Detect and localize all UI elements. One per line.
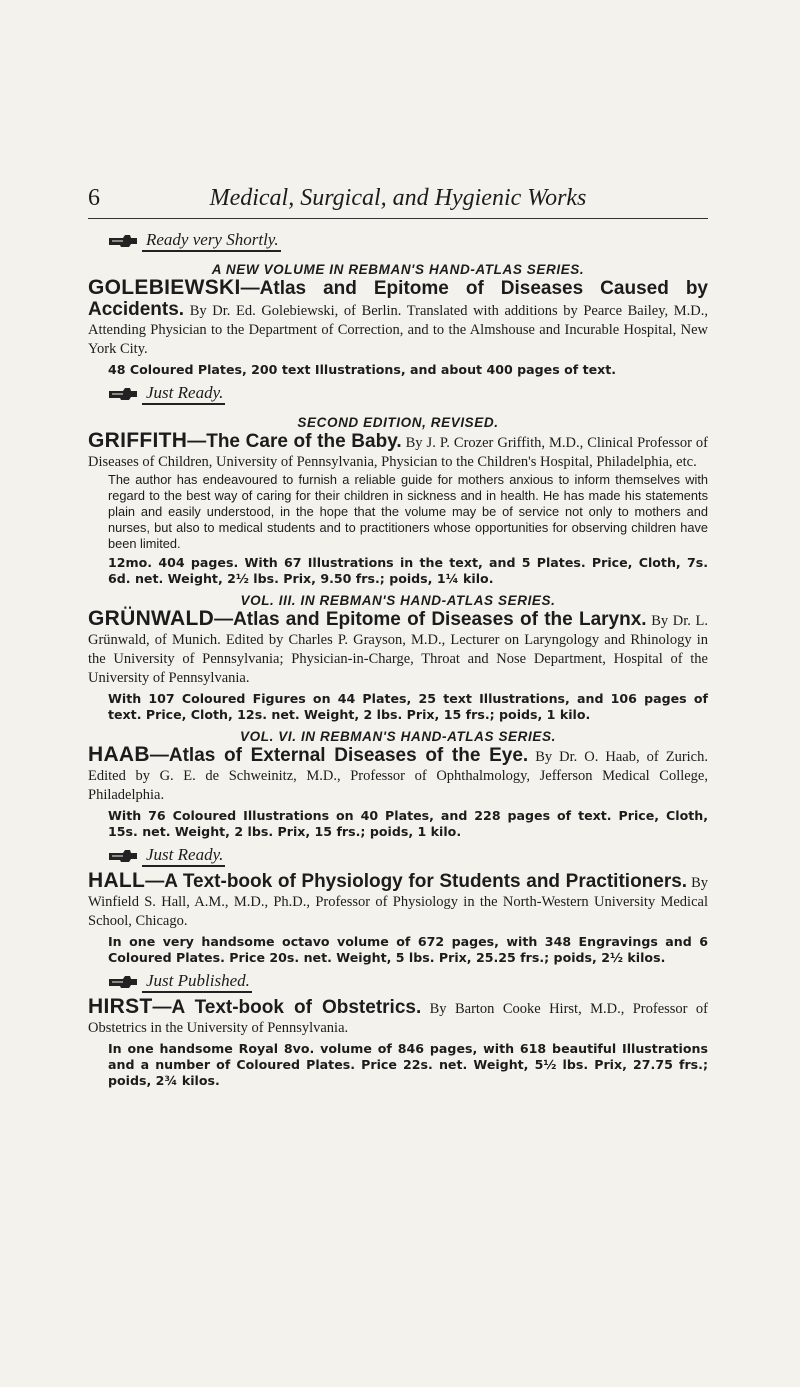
- pointing-hand-icon: [108, 387, 138, 401]
- pointing-hand-icon: [108, 849, 138, 863]
- catalogue-entry: [88, 383, 708, 587]
- pointing-hand-icon: [108, 975, 138, 989]
- entry-byline: By J. P. Crozer Griffith, M.D., Clinical Professor of Diseases of Children, University of Pennsylvania, Physician to the Children's Hospital, Philadelphia, etc.: [88, 435, 708, 470]
- entry-author: GRÜNWALD: [88, 607, 215, 630]
- entry-title: Atlas of External Diseases of the Eye.: [168, 745, 529, 766]
- entry-details: In one very handsome octavo volume of 672 pages, with 348 Engravings and 6 Coloured Plates. Price 20s. net. Weight, 5 lbs. Prix, 25.25 frs.; poids, 2½ kilos.: [108, 934, 708, 965]
- entry-author: HAAB: [88, 743, 150, 766]
- pointing-hand-icon: [108, 234, 138, 248]
- entry-details: With 107 Coloured Figures on 44 Plates, 25 text Illustrations, and 106 pages of text. Price, Cloth, 12s. net. Weight, 2 lbs. Prix, 15 frs.; poids, 1 kilo.: [108, 691, 708, 722]
- running-head: [88, 185, 708, 219]
- series-heading: SECOND EDITION, REVISED.: [297, 415, 499, 430]
- notice-text: Ready very Shortly.: [142, 230, 281, 252]
- entry-heading: HAAB—Atlas of External Diseases of the Eye. By Dr. O. Haab, of Zurich. Edited by G. E. de Schweinitz, M.D., Professor of Ophthalmology, Jefferson Medical College, Philadelphia.: [88, 743, 708, 803]
- entry-byline: By Dr. O. Haab, of Zurich. Edited by G. E. de Schweinitz, M.D., Professor of Ophthalmology, Jefferson Medical College, Philadelphia.: [88, 749, 708, 803]
- entry-byline: By Dr. Ed. Golebiewski, of Berlin. Translated with additions by Pearce Bailey, M.D., Attending Physician to the Department of Correction, and to the Almshouse and Incurable Hospital, New York City.: [88, 303, 709, 357]
- entry-author: HALL: [88, 869, 146, 892]
- entry-title: The Care of the Baby.: [206, 431, 402, 452]
- series-heading: VOL. VI. IN REBMAN'S HAND-ATLAS SERIES.: [240, 729, 556, 744]
- series-heading: VOL. III. IN REBMAN'S HAND-ATLAS SERIES.: [240, 593, 556, 608]
- entry-title: Atlas and Epitome of Diseases of the Larynx.: [233, 609, 647, 630]
- notice-line: [108, 845, 708, 871]
- header-rule: [88, 218, 708, 219]
- notice-text: Just Ready.: [142, 845, 225, 867]
- entry-description: The author has endeavoured to furnish a reliable guide for mothers anxious to inform themselves with regard to the best way of caring for their children in sickness and in health. He has made his statements plain and easily understood, in the hope that the volume may be of service not only to mothers and nurses, but also to medical students and to practitioners whose opportunities for observing children have been limited.: [108, 472, 708, 551]
- entry-heading: HALL—A Text-book of Physiology for Students and Practitioners. By Winfield S. Hall, A.M., M.D., Ph.D., Professor of Physiology in the North-Western University Medical School, Chicago.: [88, 869, 708, 929]
- catalogue-entries: [88, 230, 708, 1094]
- catalogue-entry: [88, 593, 708, 723]
- catalogue-entry: [88, 845, 708, 966]
- entry-author: HIRST: [88, 995, 153, 1018]
- running-title: Medical, Surgical, and Hygienic Works: [209, 185, 587, 211]
- entry-details: In one handsome Royal 8vo. volume of 846 pages, with 618 beautiful Illustrations and a number of Coloured Plates. Price 22s. net. Weight, 5½ lbs. Prix, 27.75 frs.; poids, 2¾ kilos.: [108, 1041, 708, 1088]
- entry-heading: GRÜNWALD—Atlas and Epitome of Diseases of the Larynx. By Dr. L. Grünwald, of Munich. Edited by Charles P. Grayson, M.D., Lecturer on Laryngology and Rhinology in the University of Pennsylvania; Physician-in-Charge, Throat and Nose Department, Hospital of the University of Pennsylvania.: [88, 607, 709, 686]
- notice-line: [108, 383, 708, 409]
- notice-line: [108, 230, 708, 256]
- notice-text: Just Published.: [142, 971, 252, 993]
- catalogue-entry: [88, 729, 708, 840]
- catalogue-entry: [88, 971, 708, 1089]
- catalogue-entry: [88, 230, 708, 378]
- entry-byline: By Dr. L. Grünwald, of Munich. Edited by Charles P. Grayson, M.D., Lecturer on Laryngology and Rhinology in the University of Pennsylvania; Physician-in-Charge, Throat and Nose Department, Hospital of the University of Pennsylvania.: [88, 613, 709, 686]
- entry-byline: By Winfield S. Hall, A.M., M.D., Ph.D., Professor of Physiology in the North-Western University Medical School, Chicago.: [88, 875, 708, 929]
- entry-details: 12mo. 404 pages. With 67 Illustrations in the text, and 5 Plates. Price, Cloth, 7s. 6d. net. Weight, 2½ lbs. Prix, 9.50 frs.; poids, 1¼ kilo.: [108, 555, 708, 586]
- entry-byline: By Barton Cooke Hirst, M.D., Professor of Obstetrics in the University of Pennsylvania.: [88, 1001, 708, 1036]
- entry-heading: HIRST—A Text-book of Obstetrics. By Barton Cooke Hirst, M.D., Professor of Obstetrics in the University of Pennsylvania.: [88, 995, 708, 1036]
- page-number: 6: [88, 185, 100, 211]
- entry-details: With 76 Coloured Illustrations on 40 Plates, and 228 pages of text. Price, Cloth, 15s. net. Weight, 2 lbs. Prix, 15 frs.; poids, 1 kilo.: [108, 808, 708, 839]
- notice-line: [108, 971, 708, 997]
- entry-details: 48 Coloured Plates, 200 text Illustrations, and about 400 pages of text.: [108, 362, 617, 377]
- series-heading: A NEW VOLUME IN REBMAN'S HAND-ATLAS SERIES.: [211, 262, 585, 277]
- entry-heading: GOLEBIEWSKI—Atlas and Epitome of Diseases Caused by Accidents. By Dr. Ed. Golebiewski, of Berlin. Translated with additions by Pearce Bailey, M.D., Attending Physician to the Department of Correction, and to the Almshouse and Incurable Hospital, New York City.: [88, 276, 709, 357]
- notice-text: Just Ready.: [142, 383, 225, 405]
- entry-heading: GRIFFITH—The Care of the Baby. By J. P. Crozer Griffith, M.D., Clinical Professor of Diseases of Children, University of Pennsylvania, Physician to the Children's Hospital, Philadelphia, etc.: [88, 429, 708, 470]
- entry-title: Atlas and Epitome of Diseases Caused by Accidents.: [88, 278, 708, 320]
- entry-author: GRIFFITH: [88, 429, 188, 452]
- entry-title: A Text-book of Physiology for Students and Practitioners.: [164, 871, 688, 892]
- entry-author: GOLEBIEWSKI: [88, 276, 241, 299]
- entry-title: A Text-book of Obstetrics.: [171, 997, 422, 1018]
